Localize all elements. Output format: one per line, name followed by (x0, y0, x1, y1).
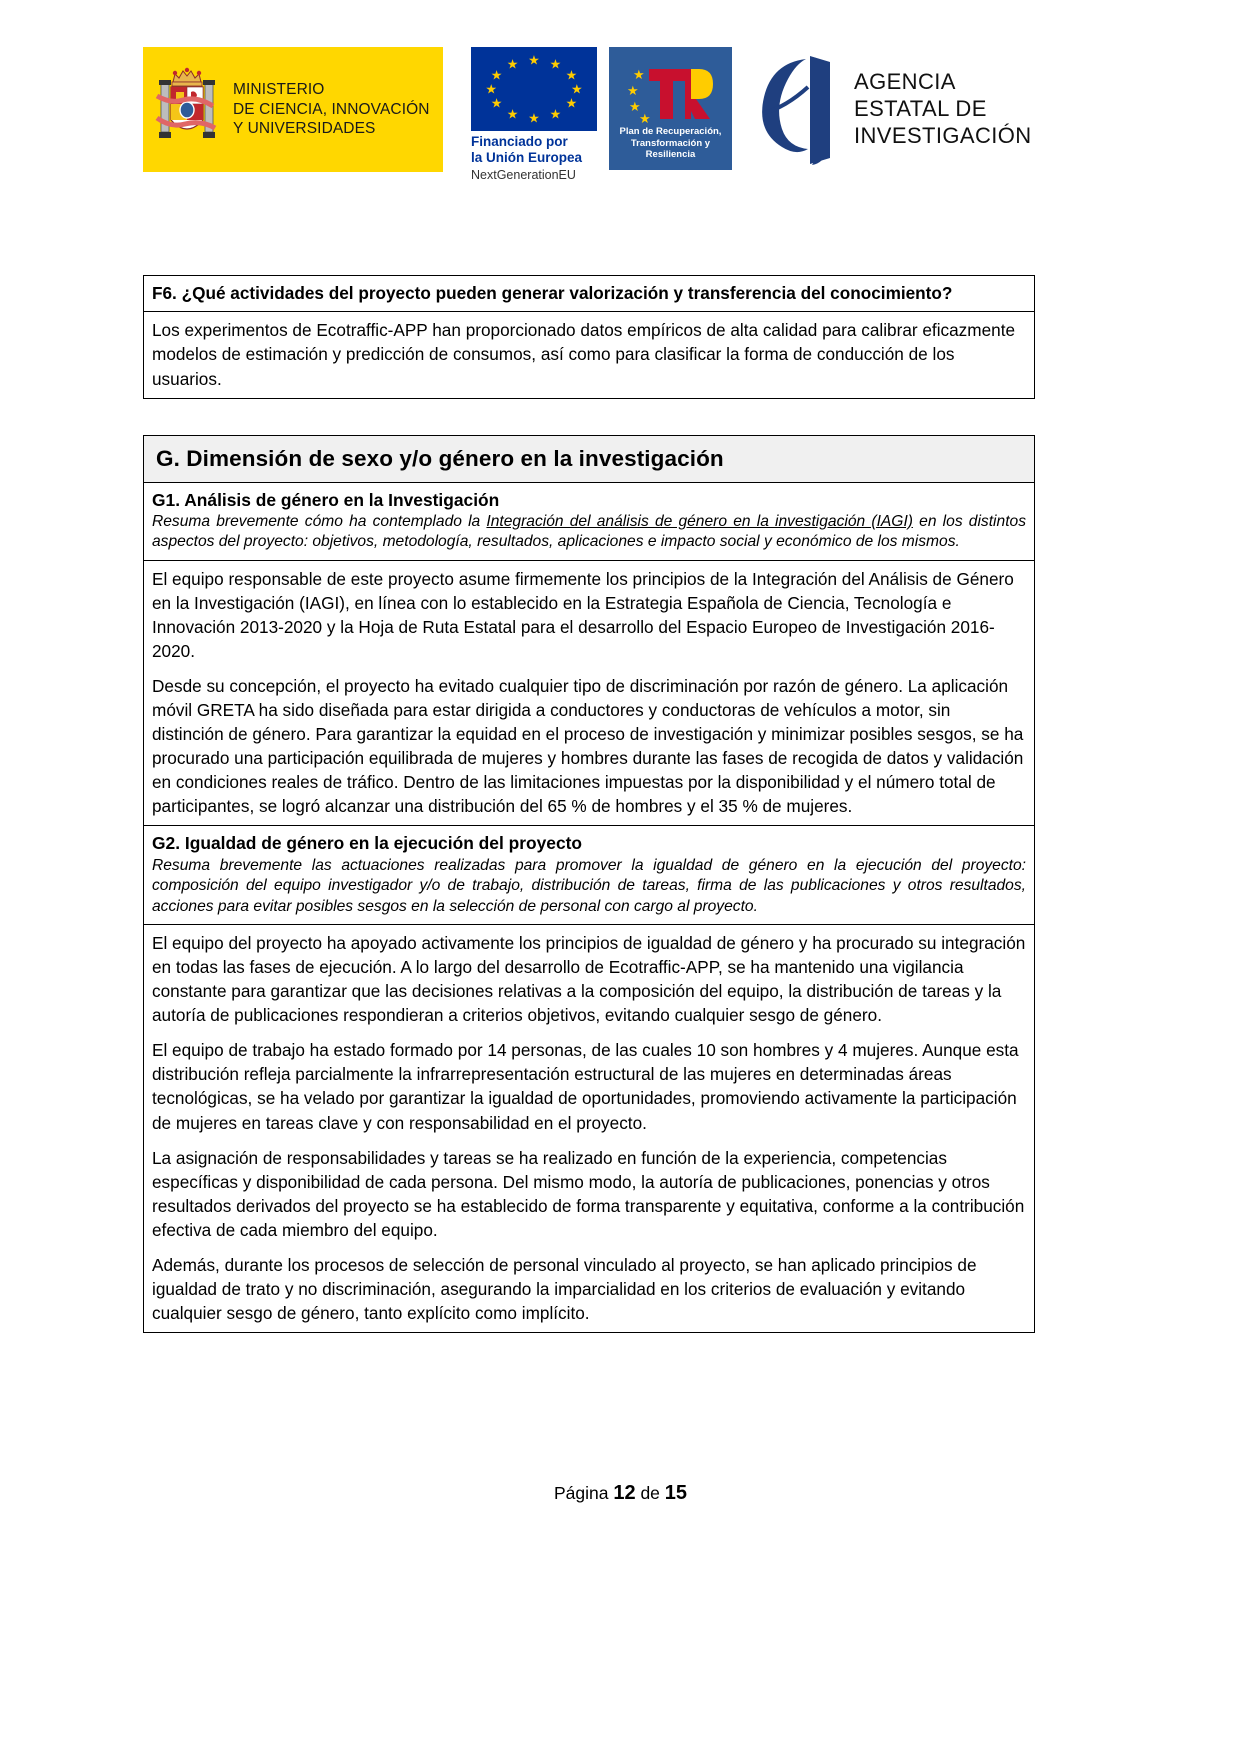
section-spacer (143, 399, 1035, 435)
agencia-estatal-investigacion-logo (748, 47, 1032, 170)
f6-question: F6. ¿Qué actividades del proyecto pueden generar valorización y transferencia del conocimiento? (152, 283, 953, 303)
g1-heading-cell (144, 483, 1034, 560)
svg-text:★: ★ (629, 99, 641, 114)
g2-heading-cell (144, 826, 1034, 924)
g1-instruction-pre: Resuma brevemente cómo ha contemplado la (152, 512, 487, 530)
prtr-logo (609, 47, 732, 170)
g2-paragraph: La asignación de responsabilidades y tareas se ha realizado en función de la experiencia, competencias específicas y disponibilidad de cada persona. Del mismo modo, la autoría de publicaciones, ponencias y otros resultados derivados del proyecto se ha establecido de forma transparente y equitativa, conforme a la contribución efectiva de cada miembro del equipo. (152, 1147, 1025, 1240)
g1-instruction-underlined: Integración del análisis de género en la investigación (IAGI) (486, 512, 913, 530)
g2-paragraph: El equipo del proyecto ha apoyado activamente los principios de igualdad de género y ha procurado su integración en todas las fases de ejecución. A lo largo del desarrollo de Ecotraffic-APP, se ha mantenido una vigilancia constante para garantizar que las decisiones relativas a la composición del equipo, la distribución de tareas y la autoría de publicaciones respondieran a criterios objetivos, evitando cualquier sesgo de género. (152, 933, 1026, 1026)
g2-instruction: Resuma brevemente las actuaciones realizadas para promover la igualdad de género en la ejecución del proyecto: composición del equipo investigador y/o de trabajo, distribución de tareas, firma de las publicaciones y otros resultados, acciones para evitar posibles sesgos en la selección de personal con cargo al proyecto. (152, 856, 1026, 915)
eu-caption-line-2: la Unión Europea (471, 150, 583, 166)
svg-text:★: ★ (639, 111, 651, 126)
g1-heading: G1. Análisis de género en la Investigación (152, 489, 500, 510)
g1-answer-row (144, 561, 1034, 827)
prtr-caption-line-3: Resiliencia (645, 149, 696, 161)
prtr-emblem-icon (609, 47, 732, 137)
document-content (143, 275, 1035, 1333)
eu-flag-icon: ★ ★ ★ ★ ★ ★ ★ ★ ★ ★ ★ ★ (471, 47, 597, 131)
ministerio-line-2: DE CIENCIA, INNOVACIÓN (233, 100, 430, 118)
prtr-caption-line-2: Transformación y (630, 137, 711, 149)
g2-heading-row (144, 826, 1034, 925)
footer-page-label: Página (553, 1483, 614, 1503)
g1-heading-row (144, 483, 1034, 561)
eu-nextgeneration-label: NextGenerationEU (471, 167, 576, 182)
svg-text:★: ★ (633, 67, 645, 82)
section-g-table (143, 483, 1035, 1334)
footer-total-pages: 15 (664, 1482, 688, 1504)
section-g-banner: G. Dimensión de sexo y/o género en la investigación (143, 435, 1035, 483)
institutional-logo-bar (143, 47, 1043, 187)
eu-caption-line-1: Financiado por (471, 134, 568, 149)
g2-paragraph: El equipo de trabajo ha estado formado por 14 personas, de las cuales 10 son hombres y 4 mujeres. Aunque esta distribución refleja parcialmente la infrarrepresentación estructural de las mujeres en determinadas áreas tecnológicas, se ha velado por garantizar la igualdad de oportunidades, promoviendo activamente la participación de mujeres en tareas clave y con responsabilidad en el proyecto. (152, 1040, 1019, 1133)
eu-caption (471, 134, 599, 183)
ministerio-logo (143, 47, 443, 172)
ministerio-logo-text (233, 80, 430, 139)
g2-heading: G2. Igualdad de género en la ejecución del proyecto (152, 833, 583, 854)
f6-answer-row (144, 312, 1034, 397)
g2-paragraph: Además, durante los procesos de selección de personal vinculado al proyecto, se han aplicado principios de igualdad de trato y no discriminación, asegurando la imparcialidad en los criterios de evaluación y evitando cualquier sesgo de género, tanto explícito como implícito. (152, 1254, 977, 1324)
aei-emblem-icon (748, 53, 844, 165)
spain-coat-of-arms-icon (151, 62, 223, 158)
g2-answer-row (144, 925, 1034, 1332)
aei-line-3: INVESTIGACIÓN (854, 123, 1032, 149)
ministerio-line-1: MINISTERIO (233, 80, 325, 98)
f6-answer: Los experimentos de Ecotraffic-APP han proporcionado datos empíricos de alta calidad para calibrar eficazmente modelos de estimación y predicción de consumos, así como para clasificar la forma de conducción de los usuarios. (152, 320, 1016, 389)
f6-table (143, 275, 1035, 399)
footer-current-page: 12 (613, 1482, 636, 1504)
g1-paragraph: Desde su concepción, el proyecto ha evitado cualquier tipo de discriminación por razón de género. La aplicación móvil GRETA ha sido diseñada para estar dirigida a conductores y conductoras de vehículos a motor, sin distinción de género. Para garantizar la equidad en el proceso de investigación y minimizar posibles sesgos, se ha procurado una participación equilibrada de mujeres y hombres durante las fases de recogida de datos y validación en condiciones reales de tráfico. Dentro de las limitaciones impuestas por la disponibilidad y el número total de participantes, se logró alcanzar una distribución del 65 % de hombres y el 35 % de mujeres. (152, 676, 1024, 817)
aei-line-1: AGENCIA (854, 68, 956, 94)
aei-line-2: ESTATAL DE (854, 95, 987, 121)
prtr-caption (609, 126, 732, 161)
g1-instruction (152, 512, 1026, 553)
g2-answer-cell (144, 925, 1034, 1332)
aei-logo-text (854, 68, 1032, 149)
footer-separator: de (635, 1483, 665, 1503)
european-union-logo (471, 47, 599, 183)
f6-question-row (144, 276, 1034, 312)
g1-answer-cell (144, 561, 1034, 826)
g1-paragraph: El equipo responsable de este proyecto asume firmemente los principios de la Integración del Análisis de Género en la Investigación (IAGI), en línea con lo establecido en la Estrategia Española de Ciencia, Tecnología e Innovación 2013-2020 y la Hoja de Ruta Estatal para el desarrollo del Espacio Europeo de Investigación 2016-2020. (152, 568, 1014, 661)
ministerio-line-3: Y UNIVERSIDADES (233, 120, 376, 138)
svg-text:★: ★ (627, 83, 639, 98)
g1-instruction-post: en los distintos aspectos del proyecto: objetivos, metodología, resultados, aplicaciones e impacto social y económico de los mismos. (152, 512, 1027, 551)
prtr-caption-line-1: Plan de Recuperación, (619, 126, 722, 138)
page-footer (0, 1482, 1241, 1505)
